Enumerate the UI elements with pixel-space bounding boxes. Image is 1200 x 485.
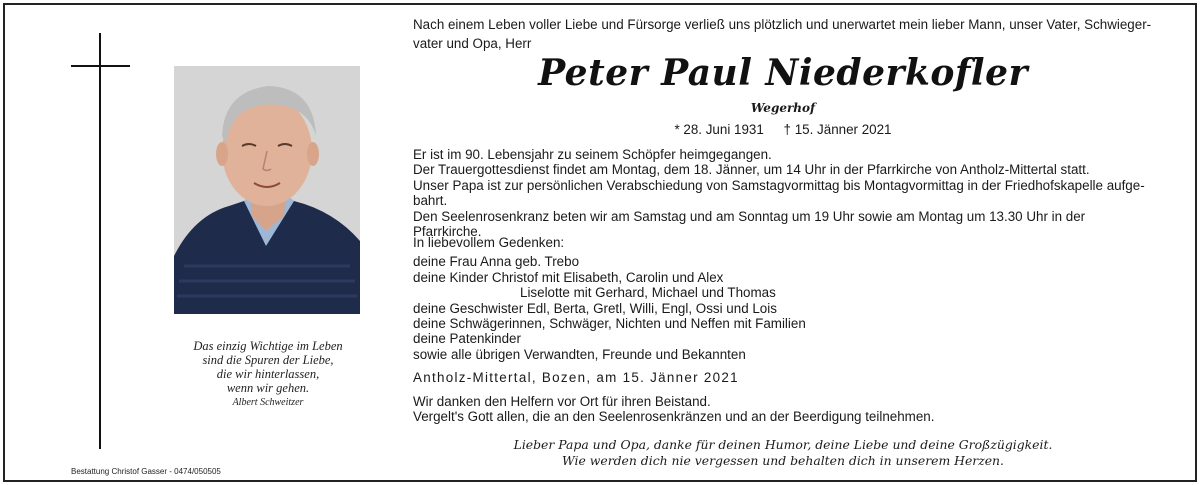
announcement-line: Unser Papa ist zur persönlichen Verabschiedung von Samstagvormittag bis Montagvormittag in der Friedhofskapelle aufge- [413, 177, 1145, 193]
deceased-name: Peter Paul Niederkofler [538, 52, 1028, 94]
mourners-heading: In liebevollem Gedenken: [413, 235, 565, 250]
announcement-line: Den Seelenrosenkranz beten wir am Samstag und am Sonntag um 19 Uhr sowie am Montag um 13.30 Uhr in der Pfarrkirche. [413, 208, 1086, 240]
announcement-line: bahrt. [413, 193, 448, 209]
place-date: Antholz-Mittertal, Bozen, am 15. Jänner 2021 [413, 370, 739, 385]
intro-line-2: vater und Opa, Herr [413, 36, 532, 51]
house-name: Wegerhof [750, 101, 816, 115]
announcement-block [413, 147, 1153, 239]
thanks-block [413, 394, 1153, 425]
mourner-line: deine Kinder Christof mit Elisabeth, Carolin und Alex [413, 269, 724, 285]
mourner-line: deine Schwägerinnen, Schwäger, Nichten und Neffen mit Familien [413, 316, 806, 332]
birth-date: * 28. Juni 1931 [674, 122, 764, 137]
mourner-line: Liselotte mit Gerhard, Michael und Thomas [520, 285, 776, 301]
portrait-photo [174, 66, 360, 314]
mourner-line: deine Geschwister Edl, Berta, Gretl, Willi, Engl, Ossi und Lois [413, 300, 777, 316]
intro-text [413, 15, 1153, 53]
quote-line: sind die Spuren der Liebe, [202, 353, 334, 367]
funeral-home-credit: Bestattung Christof Gasser - 0474/050505 [71, 467, 221, 476]
announcement-line: Er ist im 90. Lebensjahr zu seinem Schöpfer heimgegangen. [413, 147, 772, 162]
intro-line-1: Nach einem Leben voller Liebe und Fürsorge verließ uns plötzlich und unerwartet mein lieber Mann, unser Vater, Schwieger- [413, 17, 1152, 32]
thanks-line: Vergelt's Gott allen, die an den Seelenrosenkränzen und an der Beerdigung teilnehmen. [413, 409, 935, 425]
closing-words [413, 437, 1153, 469]
life-dates [413, 122, 1153, 137]
memorial-quote [168, 339, 368, 410]
quote-line: wenn wir gehen. [226, 381, 310, 395]
announcement-line: Der Trauergottesdienst findet am Montag, dem 18. Jänner, um 14 Uhr in der Pfarrkirche von Antholz-Mittertal statt. [413, 162, 1090, 178]
closing-line: Wie werden dich nie vergessen und behalten dich in unserem Herzen. [562, 453, 1004, 468]
mourners-block [413, 235, 1153, 362]
mourner-line: deine Frau Anna geb. Trebo [413, 254, 580, 270]
quote-line: Das einzig Wichtige im Leben [193, 339, 343, 353]
death-date: † 15. Jänner 2021 [783, 122, 892, 137]
thanks-line: Wir danken den Helfern vor Ort für ihren Beistand. [413, 394, 711, 409]
quote-author: Albert Schweitzer [232, 397, 304, 408]
mourner-line: sowie alle übrigen Verwandten, Freunde und Bekannten [413, 346, 746, 362]
closing-line: Lieber Papa und Opa, danke für deinen Humor, deine Liebe und deine Großzügigkeit. [513, 437, 1053, 452]
mourner-line: deine Patenkinder [413, 331, 521, 347]
quote-line: die wir hinterlassen, [216, 367, 320, 381]
